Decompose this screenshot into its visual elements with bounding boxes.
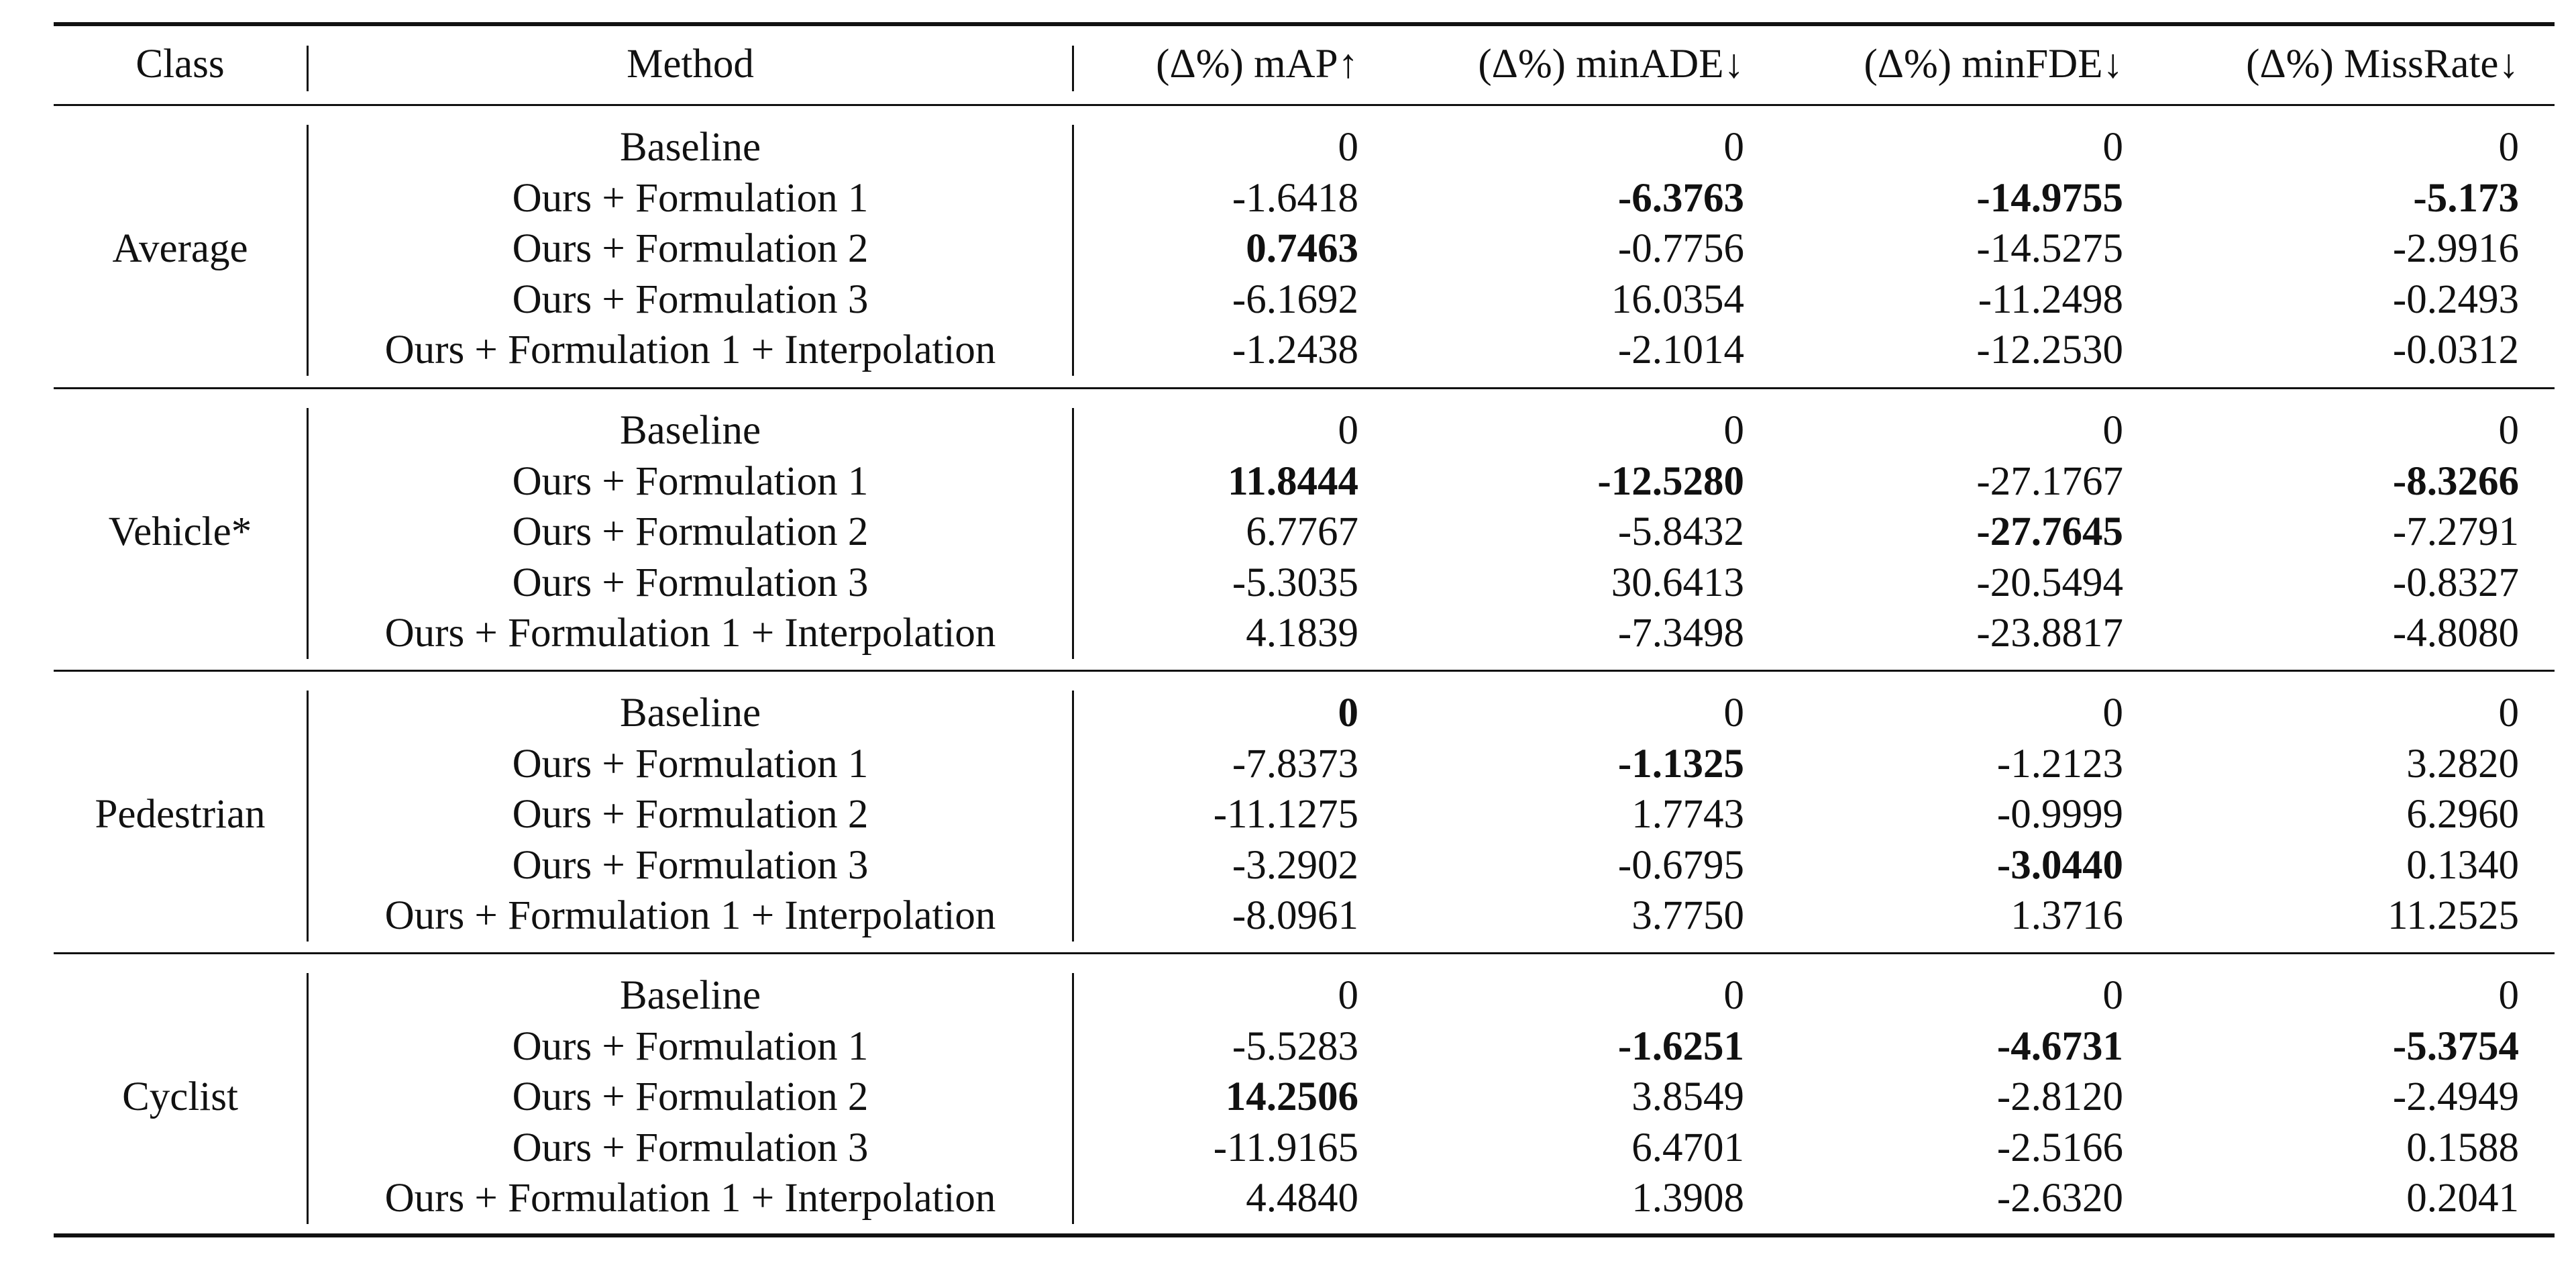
method-cell: Ours + Formulation 1: [512, 458, 869, 504]
minfde-cell: -3.0440: [1996, 842, 2123, 888]
group-rule: [54, 952, 2555, 954]
map-cell: -1.2438: [1232, 327, 1358, 372]
minade-cell: -12.5280: [1597, 458, 1744, 504]
minade-cell: 0: [1723, 125, 1744, 170]
class-label: Pedestrian: [95, 792, 266, 837]
header-class: Class: [136, 42, 225, 87]
header-minade: (Δ%) minADE↓: [1478, 42, 1744, 87]
missrate-cell: -7.2791: [2392, 509, 2519, 554]
missrate-cell: -2.4949: [2392, 1074, 2519, 1119]
map-cell: 4.1839: [1246, 611, 1358, 656]
minfde-cell: 1.3716: [2010, 893, 2123, 938]
minade-cell: -0.6795: [1617, 842, 1744, 888]
minfde-cell: -2.6320: [1996, 1176, 2123, 1221]
missrate-cell: 0: [2498, 125, 2519, 170]
method-cell: Ours + Formulation 1 + Interpolation: [384, 611, 996, 656]
map-cell: -6.1692: [1232, 276, 1358, 322]
missrate-cell: -2.9916: [2392, 226, 2519, 271]
header-minfde: (Δ%) minFDE↓: [1864, 42, 2123, 87]
missrate-cell: 0.1340: [2406, 842, 2519, 888]
missrate-cell: 3.2820: [2406, 741, 2519, 786]
minfde-cell: -2.5166: [1996, 1125, 2123, 1170]
method-cell: Ours + Formulation 3: [512, 276, 869, 322]
minade-cell: -0.7756: [1617, 226, 1744, 271]
minfde-cell: 0: [2102, 691, 2123, 735]
minfde-cell: -14.5275: [1976, 226, 2123, 271]
map-cell: 0: [1338, 973, 1358, 1018]
missrate-cell: -0.0312: [2392, 327, 2519, 372]
missrate-cell: -0.8327: [2392, 560, 2519, 605]
minfde-cell: -14.9755: [1976, 175, 2123, 221]
method-cell: Baseline: [619, 691, 761, 735]
minade-cell: 16.0354: [1611, 276, 1744, 322]
missrate-cell: 0: [2498, 408, 2519, 453]
class-label: Cyclist: [122, 1074, 238, 1119]
top-rule: [54, 22, 2555, 26]
minade-cell: 0: [1723, 691, 1744, 735]
minade-cell: -1.1325: [1617, 741, 1744, 786]
header-method: Method: [627, 42, 754, 87]
minfde-cell: -4.6731: [1996, 1023, 2123, 1069]
header-rule: [54, 104, 2555, 106]
minade-cell: -1.6251: [1617, 1023, 1744, 1069]
header-missrate: (Δ%) MissRate↓: [2246, 42, 2519, 87]
missrate-cell: -4.8080: [2392, 611, 2519, 656]
bottom-rule: [54, 1233, 2555, 1237]
missrate-cell: 0.2041: [2406, 1176, 2519, 1221]
class-label: Average: [112, 226, 248, 271]
method-cell: Ours + Formulation 2: [512, 792, 869, 837]
minade-cell: 3.8549: [1631, 1074, 1744, 1119]
minade-cell: -2.1014: [1617, 327, 1744, 372]
minade-cell: 0: [1723, 408, 1744, 453]
minfde-cell: -27.1767: [1976, 458, 2123, 504]
map-cell: 0: [1338, 125, 1358, 170]
map-cell: 6.7767: [1246, 509, 1358, 554]
map-cell: -1.6418: [1232, 175, 1358, 221]
missrate-cell: -5.173: [2413, 175, 2519, 221]
minfde-cell: -27.7645: [1976, 509, 2123, 554]
method-cell: Ours + Formulation 2: [512, 226, 869, 271]
method-cell: Ours + Formulation 3: [512, 842, 869, 888]
map-cell: -8.0961: [1232, 893, 1358, 938]
map-cell: -5.3035: [1232, 560, 1358, 605]
map-cell: 4.4840: [1246, 1176, 1358, 1221]
missrate-cell: 0: [2498, 973, 2519, 1018]
map-cell: -7.8373: [1232, 741, 1358, 786]
map-cell: 14.2506: [1225, 1074, 1358, 1119]
minade-cell: 1.7743: [1631, 792, 1744, 837]
map-cell: 0: [1338, 408, 1358, 453]
class-label: Vehicle*: [108, 509, 252, 554]
method-cell: Ours + Formulation 1: [512, 175, 869, 221]
map-cell: -3.2902: [1232, 842, 1358, 888]
minade-cell: -5.8432: [1617, 509, 1744, 554]
method-cell: Baseline: [619, 973, 761, 1018]
minfde-cell: 0: [2102, 408, 2123, 453]
missrate-cell: 0.1588: [2406, 1125, 2519, 1170]
missrate-cell: 6.2960: [2406, 792, 2519, 837]
map-cell: -11.1275: [1213, 792, 1358, 837]
missrate-cell: -5.3754: [2392, 1023, 2519, 1069]
minade-cell: 30.6413: [1611, 560, 1744, 605]
method-cell: Ours + Formulation 1 + Interpolation: [384, 893, 996, 938]
method-cell: Ours + Formulation 2: [512, 1074, 869, 1119]
method-cell: Ours + Formulation 1: [512, 741, 869, 786]
minade-cell: 6.4701: [1631, 1125, 1744, 1170]
minfde-cell: -1.2123: [1996, 741, 2123, 786]
missrate-cell: -0.2493: [2392, 276, 2519, 322]
minfde-cell: 0: [2102, 125, 2123, 170]
missrate-cell: 11.2525: [2387, 893, 2519, 938]
method-cell: Baseline: [619, 125, 761, 170]
minade-cell: 0: [1723, 973, 1744, 1018]
missrate-cell: -8.3266: [2392, 458, 2519, 504]
minfde-cell: -20.5494: [1976, 560, 2123, 605]
minade-cell: -6.3763: [1617, 175, 1744, 221]
minade-cell: 3.7750: [1631, 893, 1744, 938]
method-cell: Ours + Formulation 3: [512, 1125, 869, 1170]
minade-cell: -7.3498: [1617, 611, 1744, 656]
minfde-cell: 0: [2102, 973, 2123, 1018]
minfde-cell: -11.2498: [1978, 276, 2123, 322]
method-cell: Ours + Formulation 1: [512, 1023, 869, 1069]
minfde-cell: -2.8120: [1996, 1074, 2123, 1119]
minfde-cell: -23.8817: [1976, 611, 2123, 656]
group-rule: [54, 387, 2555, 389]
minfde-cell: -0.9999: [1996, 792, 2123, 837]
map-cell: 0.7463: [1246, 226, 1358, 271]
missrate-cell: 0: [2498, 691, 2519, 735]
map-cell: -5.5283: [1232, 1023, 1358, 1069]
minade-cell: 1.3908: [1631, 1176, 1744, 1221]
method-cell: Ours + Formulation 2: [512, 509, 869, 554]
method-cell: Ours + Formulation 1 + Interpolation: [384, 1176, 996, 1221]
minfde-cell: -12.2530: [1976, 327, 2123, 372]
map-cell: 0: [1338, 691, 1358, 735]
method-cell: Ours + Formulation 1 + Interpolation: [384, 327, 996, 372]
header-map: (Δ%) mAP↑: [1156, 42, 1358, 87]
map-cell: 11.8444: [1228, 458, 1358, 504]
method-cell: Baseline: [619, 408, 761, 453]
map-cell: -11.9165: [1213, 1125, 1358, 1170]
group-rule: [54, 670, 2555, 672]
method-cell: Ours + Formulation 3: [512, 560, 869, 605]
